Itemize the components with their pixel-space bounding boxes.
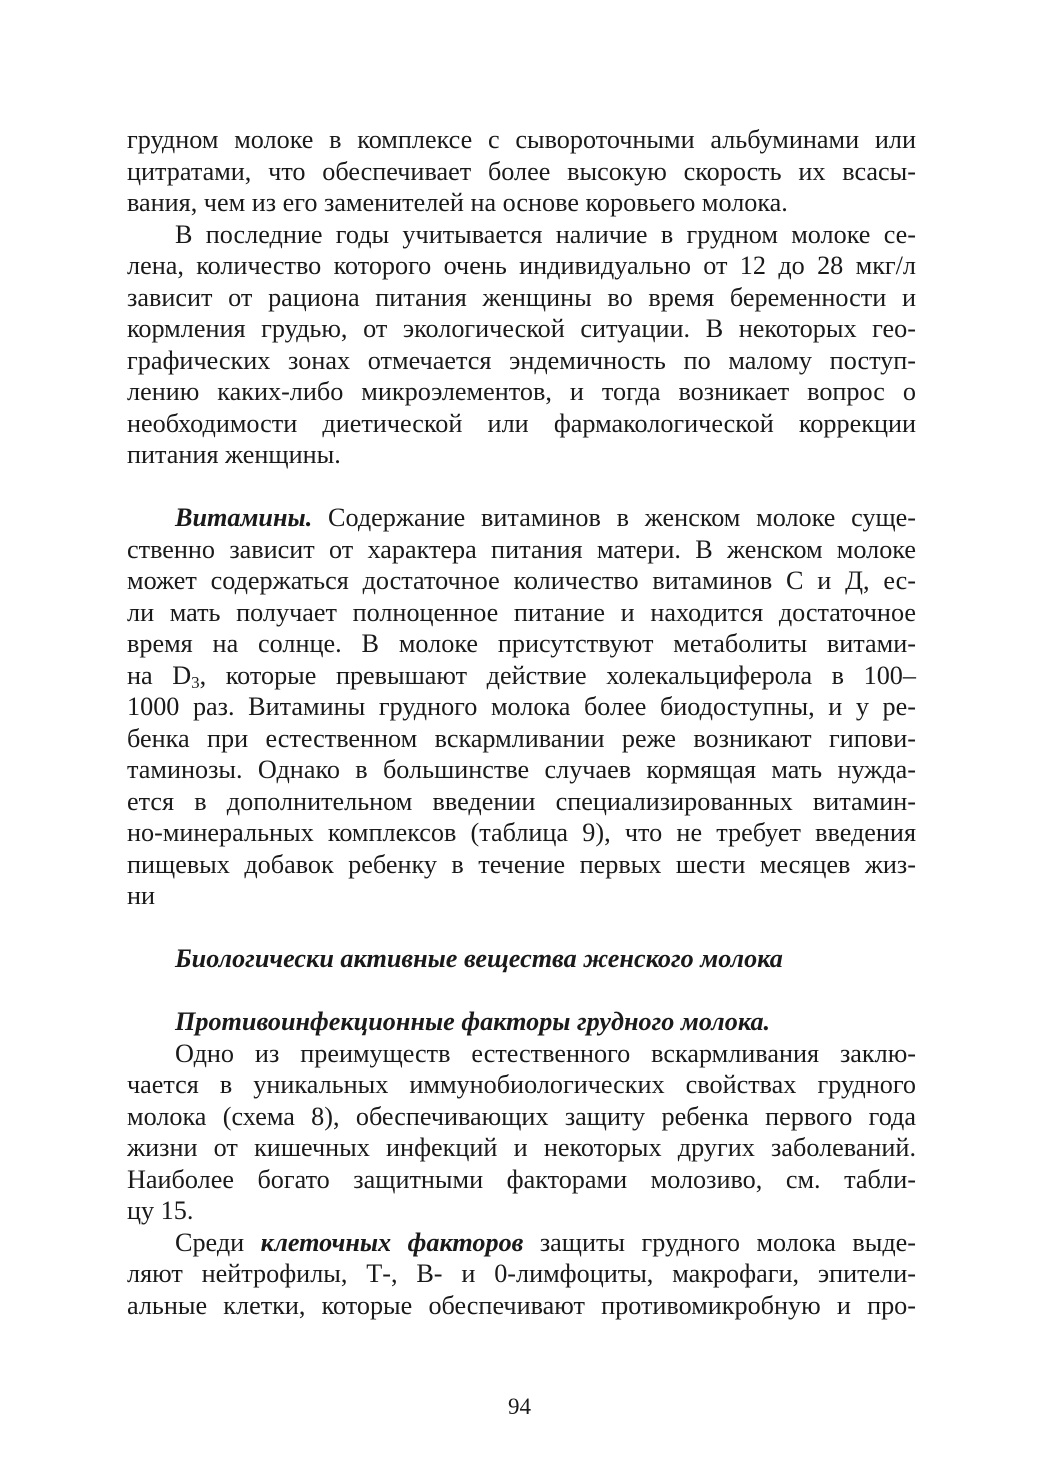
text-line: кормления грудью, от экологической ситуации. В некоторых гео-: [127, 314, 916, 343]
text-fragment: Среди: [175, 1227, 261, 1257]
text-line: [127, 660, 916, 692]
text-line: молока (схема 8), обеспечивающих защиту ребенка первого года: [127, 1101, 916, 1131]
text-line: ни: [127, 881, 156, 910]
text-line: вания, чем из его заменителей на основе коровьего молока.: [127, 188, 788, 217]
text-line: Наиболее богато защитными факторами молозиво, см. табли-: [127, 1164, 916, 1194]
text-line: но-минеральных комплексов (таблица 9), что не требует введения: [127, 818, 916, 847]
subscript: 3: [191, 672, 200, 692]
text-line: ственно зависит от характера питания матери. В женском молоке: [127, 534, 916, 564]
emphasis-text: клеточных факторов: [260, 1227, 524, 1257]
text-line: ли мать получает полноценное питание и находится достаточное: [127, 597, 916, 627]
text-line: [127, 1227, 916, 1259]
text-line: пищевых добавок ребенку в течение первых шести месяцев жиз-: [127, 849, 916, 879]
text-fragment: защиты грудного молока выде-: [523, 1227, 916, 1257]
text-line: грудном молоке в комплексе с сывороточными альбуминами или: [127, 125, 916, 154]
text-line: 1000 раз. Витамины грудного молока более биодоступны, и у ре-: [127, 692, 916, 721]
text-line: бенка при естественном вскармливании реже возникают гипови-: [127, 723, 916, 753]
text-line: жизни от кишечных инфекций и некоторых других заболеваний.: [127, 1133, 916, 1162]
text-line: В последние годы учитывается наличие в грудном молоке се-: [175, 219, 916, 249]
page-number: 94: [508, 1394, 531, 1419]
subsection-heading: Противоинфекционные факторы грудного молока.: [175, 1007, 771, 1036]
text-line: питания женщины.: [127, 440, 341, 469]
text-line: лена, количество которого очень индивидуально от 12 до 28 мкг/л: [127, 251, 916, 280]
text-line: лению каких-либо микроэлементов, и тогда возникает вопрос о: [127, 377, 916, 406]
text-line: необходимости диетической или фармакологической коррекции: [127, 408, 916, 438]
text-line: графических зонах отмечается эндемичность по малому поступ-: [127, 345, 916, 375]
text-line: ется в дополнительном введении специализированных витамин-: [127, 786, 916, 816]
text-line: альные клетки, которые обеспечивают противомикробную и про-: [127, 1290, 916, 1320]
text-fragment: , которые превышают действие холекальциферола в 100–: [199, 660, 916, 690]
vitamins-heading: Витамины.: [175, 503, 313, 532]
paragraph-gap: [127, 975, 916, 1007]
text-line: ляют нейтрофилы, Т-, В- и 0-лимфоциты, макрофаги, эпители-: [127, 1259, 916, 1288]
text-line: таминозы. Однако в большинстве случаев кормящая мать нужда-: [127, 755, 916, 784]
text-line: Одно из преимуществ естественного вскармливания заклю-: [175, 1038, 916, 1068]
paragraph-gap: [127, 912, 916, 944]
text-fragment: Содержание витаминов в женском молоке суще-: [312, 503, 916, 532]
text-line: [127, 502, 916, 534]
text-line: цитратами, что обеспечивает более высокую скорость их всасы-: [127, 156, 916, 186]
page-body: [127, 124, 916, 1321]
text-fragment: на D: [127, 660, 192, 690]
text-line: может содержаться достаточное количество витаминов С и Д, ес-: [127, 566, 916, 595]
paragraph-gap: [127, 471, 916, 503]
text-line: цу 15.: [127, 1196, 194, 1225]
text-line: зависит от рациона питания женщины во время беременности и: [127, 282, 916, 312]
text-line: чается в уникальных иммунобиологических свойствах грудного: [127, 1070, 916, 1099]
section-heading: Биологически активные вещества женского молока: [175, 944, 783, 973]
text-line: время на солнце. В молоке присутствуют метаболиты витами-: [127, 629, 916, 658]
